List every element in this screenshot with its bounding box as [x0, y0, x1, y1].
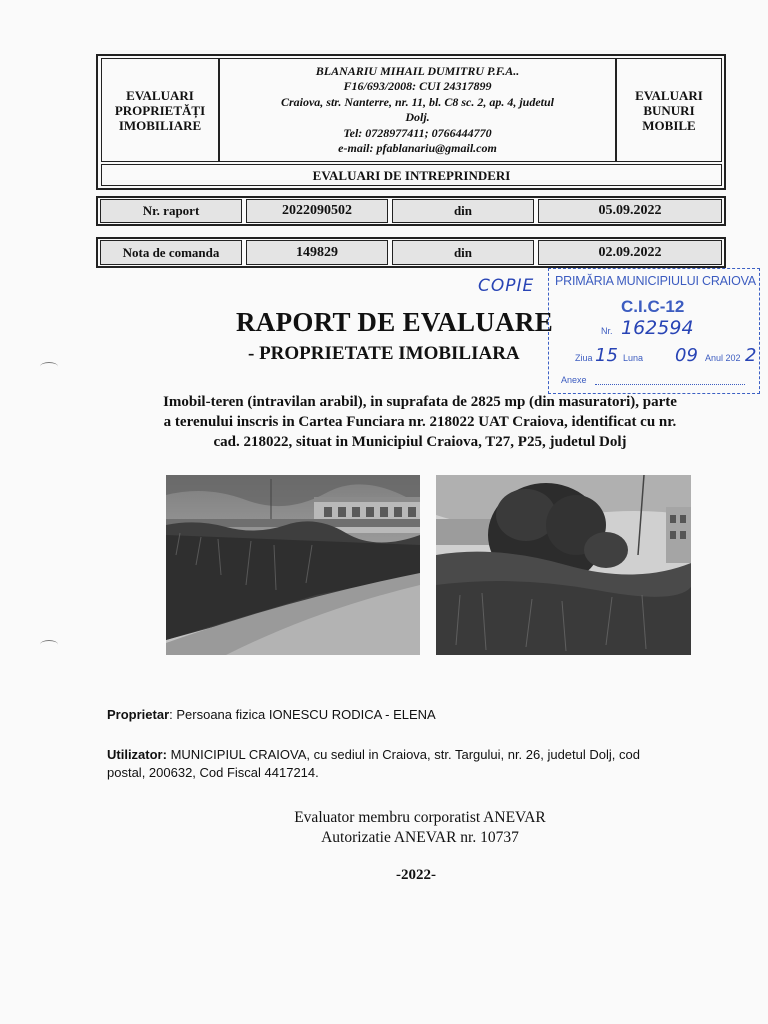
order-date: 02.09.2022	[598, 244, 662, 260]
report-date-cell	[538, 199, 722, 223]
center-header-cell	[219, 58, 616, 162]
registration-stamp	[548, 268, 760, 394]
property-photo-left	[166, 475, 420, 655]
company-registration: F16/693/2008: CUI 24317899	[343, 79, 492, 93]
company-address-line1: Craiova, str. Nanterre, nr. 11, bl. C8 sc. 2, ap. 4, judetul	[280, 94, 555, 109]
stamp-luna-label: Luna	[623, 353, 644, 363]
report-date: 05.09.2022	[598, 203, 662, 218]
stamp-nr-label: Nr.	[601, 326, 613, 336]
company-address-line2: Dolj.	[405, 110, 430, 124]
bottom-header-label: EVALUARI DE INTREPRINDERI	[312, 167, 511, 183]
footer-year: -2022-	[396, 867, 436, 883]
description-line1: Imobil-teren (intravilan arabil), in suprafata de 2825 mp (din masuratori), parte	[163, 394, 677, 410]
right-header-cell	[616, 58, 722, 162]
description-line2: a terenului inscris in Cartea Funciara nr. 218022 UAT Craiova, identificat cu nr.	[163, 414, 677, 430]
company-phone: Tel: 0728977411; 0766444770	[343, 125, 492, 140]
owner-line	[107, 706, 747, 724]
company-name: BLANARIU MIHAIL DUMITRU P.F.A..	[315, 63, 520, 78]
description-line3: cad. 218022, situat in Municipiul Craiova, T27, P25, judetul Dolj	[213, 434, 627, 450]
report-title: RAPORT DE EVALUARE	[236, 307, 554, 337]
stamp-anexe-label: Anexe	[561, 375, 587, 385]
evaluator-line: Evaluator membru corporatist ANEVAR	[294, 809, 546, 826]
stamp-code: C.I.C-12	[621, 297, 685, 316]
property-photo-right	[436, 475, 691, 655]
report-label-cell	[100, 199, 242, 223]
stamp-anul-value: 2	[745, 345, 757, 366]
stamp-institution: PRIMĂRIA MUNICIPIULUI CRAIOVA	[555, 274, 756, 288]
left-header-label: EVALUARI PROPRIETĂȚI IMOBILIARE	[114, 87, 206, 133]
user-line2: postal, 200632, Cod Fiscal 4417214.	[107, 765, 319, 780]
owner-text: : Persoana fizica IONESCU RODICA - ELENA	[169, 707, 436, 722]
order-number: 149829	[296, 244, 338, 260]
order-number-cell	[246, 240, 388, 265]
stamp-zi-value: 15	[595, 345, 618, 366]
authorization-line: Autorizatie ANEVAR nr. 10737	[321, 829, 519, 846]
bottom-header-cell	[101, 164, 722, 186]
order-label-cell	[100, 240, 242, 265]
stamp-nr-value: 162594	[621, 317, 694, 339]
report-label: Nr. raport	[142, 203, 200, 218]
company-email: e-mail: pfablanariu@gmail.com	[338, 141, 497, 155]
user-line1: MUNICIPIUL CRAIOVA, cu sediul in Craiova, str. Targului, nr. 26, judetul Dolj, cod	[166, 747, 640, 762]
report-din: din	[453, 203, 473, 218]
report-number: 2022090502	[282, 203, 352, 218]
user-block	[107, 746, 747, 782]
property-description	[100, 392, 740, 452]
stamp-zi-label: Ziua	[575, 353, 593, 363]
stamp-anul-label: Anul 202	[705, 353, 741, 363]
left-header-cell	[101, 58, 219, 162]
copy-handwritten-label: COPIE	[478, 276, 535, 296]
footer-block	[0, 808, 768, 848]
user-label: Utilizator:	[107, 747, 167, 762]
order-label: Nota de comanda	[122, 244, 220, 260]
report-din-cell	[392, 199, 534, 223]
owner-label: Proprietar	[107, 707, 170, 722]
report-number-cell	[246, 199, 388, 223]
report-subtitle: - PROPRIETATE IMOBILIARA	[248, 343, 520, 364]
scan-mark-2	[40, 640, 58, 649]
scan-mark-1	[40, 362, 58, 371]
right-header-label: EVALUARI BUNURI MOBILE	[635, 87, 703, 133]
stamp-luna-value: 09	[675, 345, 698, 366]
order-din-cell	[392, 240, 534, 265]
order-date-cell	[538, 240, 722, 265]
stamp-anexe-line	[595, 384, 745, 385]
order-din: din	[453, 244, 473, 260]
